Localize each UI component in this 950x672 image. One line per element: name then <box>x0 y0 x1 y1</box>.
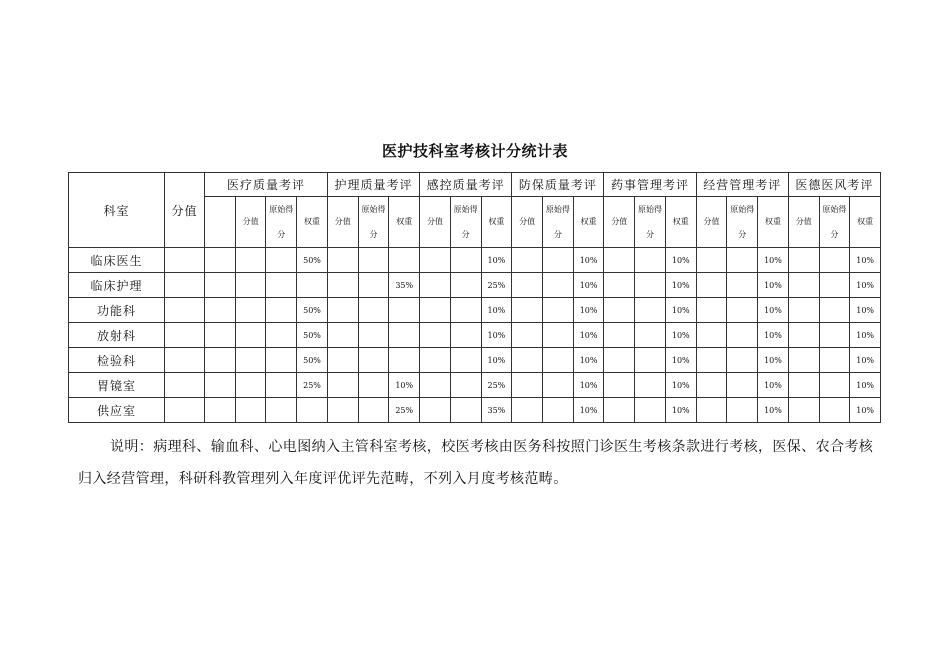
value-cell <box>266 273 297 298</box>
value-cell: 10% <box>665 273 696 298</box>
table-row <box>69 298 881 323</box>
value-cell: 25% <box>297 373 328 398</box>
value-cell <box>512 398 543 423</box>
value-cell: 10% <box>573 348 604 373</box>
value-cell: 10% <box>665 323 696 348</box>
value-cell <box>542 298 573 323</box>
score-cell <box>165 348 205 373</box>
value-cell: 10% <box>481 248 512 273</box>
value-cell <box>358 298 389 323</box>
value-cell <box>358 273 389 298</box>
value-cell <box>512 248 543 273</box>
value-cell <box>450 248 481 273</box>
value-cell <box>542 348 573 373</box>
value-cell <box>205 298 236 323</box>
value-cell <box>327 273 358 298</box>
value-cell: 10% <box>758 248 789 273</box>
value-cell <box>389 298 420 323</box>
value-cell <box>696 323 727 348</box>
dept-name: 临床医生 <box>69 248 165 273</box>
note-paragraph: 说明：病理科、输血科、心电图纳入主管科室考核，校医考核由医务科按照门诊医生考核条款进行考核，医保、农合考核归入经营管理，科研科教管理列入年度评优评先范畴，不列入月度考核范畴。 <box>78 439 874 487</box>
value-cell: 50% <box>297 298 328 323</box>
value-cell <box>358 348 389 373</box>
value-cell <box>542 373 573 398</box>
value-cell: 35% <box>389 273 420 298</box>
value-cell <box>788 373 819 398</box>
score-cell <box>165 248 205 273</box>
value-cell <box>819 273 850 298</box>
value-cell <box>266 248 297 273</box>
value-cell <box>358 323 389 348</box>
value-cell <box>205 273 236 298</box>
value-cell <box>542 398 573 423</box>
value-cell <box>450 398 481 423</box>
value-cell <box>450 373 481 398</box>
value-cell <box>604 348 635 373</box>
dept-name: 功能科 <box>69 298 165 323</box>
value-cell: 50% <box>297 248 328 273</box>
header-sub-weight: 权重 <box>758 197 789 248</box>
value-cell: 10% <box>850 273 881 298</box>
value-cell <box>604 398 635 423</box>
value-cell: 10% <box>573 248 604 273</box>
value-cell <box>205 373 236 398</box>
header-sub-raw: 原始得分 <box>727 197 758 248</box>
value-cell <box>727 298 758 323</box>
header-sub-score: 分值 <box>327 197 358 248</box>
header-group: 医德医风考评 <box>788 173 880 197</box>
value-cell <box>235 248 266 273</box>
value-cell: 10% <box>850 398 881 423</box>
value-cell <box>788 248 819 273</box>
value-cell: 10% <box>665 398 696 423</box>
value-cell <box>420 273 451 298</box>
value-cell <box>604 323 635 348</box>
value-cell <box>696 348 727 373</box>
value-cell <box>420 348 451 373</box>
table-row <box>69 373 881 398</box>
value-cell <box>512 323 543 348</box>
value-cell: 10% <box>758 348 789 373</box>
value-cell: 10% <box>850 323 881 348</box>
value-cell <box>512 298 543 323</box>
value-cell <box>542 323 573 348</box>
value-cell <box>327 248 358 273</box>
value-cell <box>266 323 297 348</box>
value-cell <box>727 323 758 348</box>
score-cell <box>165 273 205 298</box>
header-sub-weight: 权重 <box>481 197 512 248</box>
value-cell: 25% <box>481 273 512 298</box>
value-cell <box>205 398 236 423</box>
header-sub-raw: 原始得分 <box>450 197 481 248</box>
table-row <box>69 273 881 298</box>
value-cell <box>389 348 420 373</box>
value-cell <box>327 348 358 373</box>
value-cell <box>450 273 481 298</box>
value-cell: 10% <box>665 298 696 323</box>
score-cell <box>165 298 205 323</box>
value-cell <box>327 373 358 398</box>
value-cell <box>696 248 727 273</box>
value-cell <box>788 273 819 298</box>
value-cell <box>512 273 543 298</box>
value-cell <box>205 248 236 273</box>
value-cell: 25% <box>481 373 512 398</box>
value-cell <box>727 273 758 298</box>
value-cell: 10% <box>850 298 881 323</box>
dept-name: 检验科 <box>69 348 165 373</box>
value-cell <box>819 298 850 323</box>
value-cell <box>327 298 358 323</box>
dept-name: 胃镜室 <box>69 373 165 398</box>
value-cell: 10% <box>573 323 604 348</box>
header-sub-score: 分值 <box>512 197 543 248</box>
value-cell <box>266 348 297 373</box>
value-cell: 10% <box>758 373 789 398</box>
header-group: 感控质量考评 <box>420 173 512 197</box>
value-cell <box>819 373 850 398</box>
value-cell <box>635 323 666 348</box>
value-cell: 35% <box>481 398 512 423</box>
table-row <box>69 323 881 348</box>
value-cell <box>389 248 420 273</box>
header-sub-weight: 权重 <box>573 197 604 248</box>
value-cell: 10% <box>481 298 512 323</box>
header-sub-raw: 原始得分 <box>635 197 666 248</box>
value-cell: 10% <box>573 373 604 398</box>
header-sub-weight: 权重 <box>389 197 420 248</box>
value-cell <box>604 273 635 298</box>
value-cell: 10% <box>665 348 696 373</box>
value-cell <box>420 323 451 348</box>
value-cell: 25% <box>389 398 420 423</box>
value-cell <box>788 323 819 348</box>
value-cell <box>727 248 758 273</box>
value-cell <box>358 398 389 423</box>
header-sub-raw: 原始得分 <box>266 197 297 248</box>
value-cell: 10% <box>758 323 789 348</box>
table-row <box>69 398 881 423</box>
value-cell <box>819 248 850 273</box>
header-sub-blank <box>205 197 236 248</box>
header-sub-weight: 权重 <box>665 197 696 248</box>
value-cell <box>819 348 850 373</box>
value-cell <box>696 398 727 423</box>
value-cell <box>266 398 297 423</box>
header-sub-weight: 权重 <box>850 197 881 248</box>
header-sub-score: 分值 <box>235 197 266 248</box>
header-sub-score: 分值 <box>696 197 727 248</box>
header-score: 分值 <box>165 173 205 248</box>
value-cell <box>358 373 389 398</box>
value-cell <box>727 398 758 423</box>
score-cell <box>165 373 205 398</box>
value-cell: 50% <box>297 348 328 373</box>
value-cell <box>635 248 666 273</box>
value-cell: 10% <box>758 398 789 423</box>
value-cell <box>327 398 358 423</box>
value-cell: 10% <box>758 298 789 323</box>
value-cell: 10% <box>573 298 604 323</box>
value-cell <box>819 398 850 423</box>
value-cell <box>635 348 666 373</box>
value-cell <box>512 348 543 373</box>
value-cell: 50% <box>297 323 328 348</box>
header-sub-score: 分值 <box>604 197 635 248</box>
value-cell <box>635 398 666 423</box>
value-cell: 10% <box>665 248 696 273</box>
value-cell <box>542 273 573 298</box>
value-cell <box>235 373 266 398</box>
header-group: 护理质量考评 <box>327 173 419 197</box>
value-cell: 10% <box>481 348 512 373</box>
header-group: 医疗质量考评 <box>205 173 328 197</box>
header-sub-raw: 原始得分 <box>819 197 850 248</box>
value-cell <box>542 248 573 273</box>
value-cell <box>696 298 727 323</box>
value-cell <box>635 273 666 298</box>
value-cell <box>696 373 727 398</box>
value-cell: 10% <box>665 373 696 398</box>
score-cell <box>165 323 205 348</box>
value-cell <box>297 398 328 423</box>
value-cell <box>512 373 543 398</box>
value-cell <box>389 323 420 348</box>
value-cell <box>727 348 758 373</box>
value-cell: 10% <box>389 373 420 398</box>
value-cell <box>235 348 266 373</box>
header-sub-score: 分值 <box>788 197 819 248</box>
value-cell: 10% <box>850 248 881 273</box>
assessment-table <box>68 172 881 423</box>
value-cell <box>420 248 451 273</box>
value-cell <box>604 298 635 323</box>
table-row <box>69 248 881 273</box>
value-cell: 10% <box>573 398 604 423</box>
value-cell <box>266 373 297 398</box>
value-cell <box>235 323 266 348</box>
dept-name: 放射科 <box>69 323 165 348</box>
value-cell: 10% <box>850 373 881 398</box>
dept-name: 临床护理 <box>69 273 165 298</box>
value-cell <box>788 298 819 323</box>
header-sub-raw: 原始得分 <box>358 197 389 248</box>
value-cell <box>788 398 819 423</box>
value-cell <box>266 298 297 323</box>
score-cell <box>165 398 205 423</box>
value-cell: 10% <box>850 348 881 373</box>
value-cell: 10% <box>758 273 789 298</box>
table-row <box>69 348 881 373</box>
value-cell <box>635 298 666 323</box>
value-cell <box>420 398 451 423</box>
value-cell <box>235 273 266 298</box>
value-cell <box>819 323 850 348</box>
value-cell <box>235 298 266 323</box>
dept-name: 供应室 <box>69 398 165 423</box>
value-cell <box>235 398 266 423</box>
value-cell <box>696 273 727 298</box>
header-sub-raw: 原始得分 <box>542 197 573 248</box>
value-cell <box>604 373 635 398</box>
header-group: 防保质量考评 <box>512 173 604 197</box>
header-sub-weight: 权重 <box>297 197 328 248</box>
value-cell <box>788 348 819 373</box>
value-cell <box>420 373 451 398</box>
header-dept: 科室 <box>69 173 165 248</box>
value-cell <box>358 248 389 273</box>
header-sub-score: 分值 <box>420 197 451 248</box>
page-title: 医护技科室考核计分统计表 <box>381 142 568 160</box>
header-group: 经营管理考评 <box>696 173 788 197</box>
value-cell <box>205 348 236 373</box>
value-cell <box>327 323 358 348</box>
value-cell: 10% <box>481 323 512 348</box>
value-cell <box>297 273 328 298</box>
value-cell <box>450 298 481 323</box>
value-cell <box>450 348 481 373</box>
value-cell <box>604 248 635 273</box>
value-cell: 10% <box>573 273 604 298</box>
header-group: 药事管理考评 <box>604 173 696 197</box>
value-cell <box>420 298 451 323</box>
value-cell <box>727 373 758 398</box>
value-cell <box>205 323 236 348</box>
value-cell <box>450 323 481 348</box>
value-cell <box>635 373 666 398</box>
